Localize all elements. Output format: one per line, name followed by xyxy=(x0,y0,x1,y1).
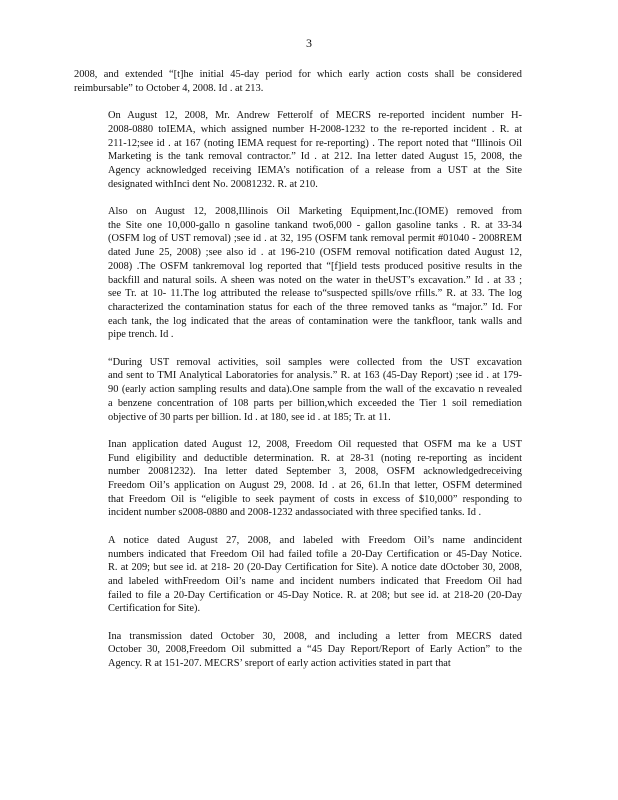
text-line: numbers indicated that Freedom Oil had failed tofile a 20-Day Certification or 45-Day Notice. xyxy=(108,548,522,560)
text-line: 2008-0880 toIEMA, which assigned number H-2008-1232 to the re-reported incident . R. at xyxy=(108,123,522,135)
document-body xyxy=(74,68,522,685)
text-line: Ina transmission dated October 30, 2008, and including a letter from MECRS dated xyxy=(108,630,522,642)
text-line: “During UST removal activities, soil samples were collected from the UST excavation xyxy=(108,356,522,368)
text-line: Fund eligibility and deductible determination. R. at 28-31 (noting re-reporting as incident xyxy=(108,452,522,464)
text-line: 211-12;see id . at 167 (noting IEMA request for re-reporting) . The report noted that “Illinois Oil xyxy=(108,137,522,149)
text-line: objective of 30 parts per billion. Id . at 180, see id . at 185; Tr. at 11. xyxy=(108,411,391,423)
paragraph xyxy=(74,109,522,191)
text-line: October 30, 2008,Freedom Oil submitted a “45 Day Report/Report of Early Action” to the xyxy=(108,644,522,656)
text-line: failed to file a 20-Day Certification or 45-Day Notice. R. at 208; but see id. at 218-20 (20-Day xyxy=(108,589,522,601)
text-line: A notice dated August 27, 2008, and labeled with Freedom Oil’s name andincident xyxy=(108,534,522,546)
text-line: designated withInci dent No. 20081232. R. at 210. xyxy=(108,178,318,190)
text-line: and sent to TMI Analytical Laboratories for analysis.” R. at 163 (45-Day Report) ;see id . at 179- xyxy=(108,370,522,382)
text-line: characterized the contamination status for each of the three removed tanks as “major.” Id. For xyxy=(108,301,522,313)
text-line: Also on August 12, 2008,Illinois Oil Marketing Equipment,Inc.(IOME) removed from xyxy=(108,206,522,217)
text-line: number 20081232). Ina letter dated September 3, 2008, OSFM acknowledgedreceiving xyxy=(108,466,522,478)
text-line: incident number s2008-0880 and 2008-1232 andassociated with three specified tanks. Id . xyxy=(108,507,482,519)
text-line: Freedom Oil’s application on August 29, 2008. Id . at 26, 61.In that letter, OSFM determined xyxy=(108,480,522,492)
text-line: Marketing is the tank removal contractor.” Id . at 212. Ina letter dated August 15, 2008, the xyxy=(108,151,522,163)
text-line: 90 (early action sampling results and data).One sample from the wall of the excavatio n revealed xyxy=(108,384,522,396)
text-line: (OSFM log of UST removal) ;see id . at 32, 195 (OSFM tank removal permit #01040 - 2008REM xyxy=(108,233,522,245)
text-line: backfill and natural soils. A sheen was noted on the water in theUST’s excavation.” Id . at 33 ; xyxy=(108,274,522,286)
text-line: Agency acknowledged receiving IEMA’s notification of a release from a UST at the Site xyxy=(108,164,522,176)
paragraph xyxy=(74,356,522,425)
text-line: Agency. R at 151-207. MECRS’ sreport of early action activities stated in part that xyxy=(108,658,451,670)
paragraph xyxy=(74,68,522,95)
text-line: R. at 209; but see id. at 218- 20 (20-Day Certification for Site). A notice date dOctober 30, 2008, xyxy=(108,562,522,574)
text-line: that Freedom Oil is “eligible to seek payment of costs in excess of $10,000” responding to xyxy=(108,493,522,505)
paragraph xyxy=(74,630,522,671)
page-number: 3 xyxy=(306,36,312,50)
text-line: On August 12, 2008, Mr. Andrew Fetterolf of MECRS re-reported incident number H- xyxy=(108,110,522,122)
text-line: 2008) .The OSFM tankremoval log reported that “[f]ield tests produced positive results in the xyxy=(108,260,522,272)
text-line: Certification for Site). xyxy=(108,603,201,615)
text-line: see Tr. at 10- 11.The log attributed the release to“suspected spills/ove rfills.” R. at 33. The log xyxy=(108,288,522,300)
paragraph xyxy=(74,438,522,520)
text-line: a benzene concentration of 108 parts per billion,which exceeded the Tier 1 soil remediation xyxy=(108,397,522,409)
text-line: 2008, and extended “[t]he initial 45-day period for which early action costs shall be considered xyxy=(74,69,522,80)
text-line: the Site one 10,000-gallo n gasoline tankand two6,000 - gallon gasoline tanks . R. at 33-34 xyxy=(108,219,522,231)
text-line: each tank, the log indicated that the areas of contamination were the tankfloor, tank walls and xyxy=(108,315,522,327)
text-line: reimbursable” to October 4, 2008. Id . at 213. xyxy=(74,82,264,94)
text-line: dated June 25, 2008) ;see also id . at 196-210 (OSFM removal notification dated August 12, xyxy=(108,247,522,259)
text-line: pipe trench. Id . xyxy=(108,329,174,341)
text-line: and labeled withFreedom Oil’s name and incident numbers indicated that Freedom Oil had xyxy=(108,575,522,587)
text-line: Inan application dated August 12, 2008, Freedom Oil requested that OSFM ma ke a UST xyxy=(108,438,522,450)
paragraph xyxy=(74,534,522,616)
paragraph xyxy=(74,205,522,342)
